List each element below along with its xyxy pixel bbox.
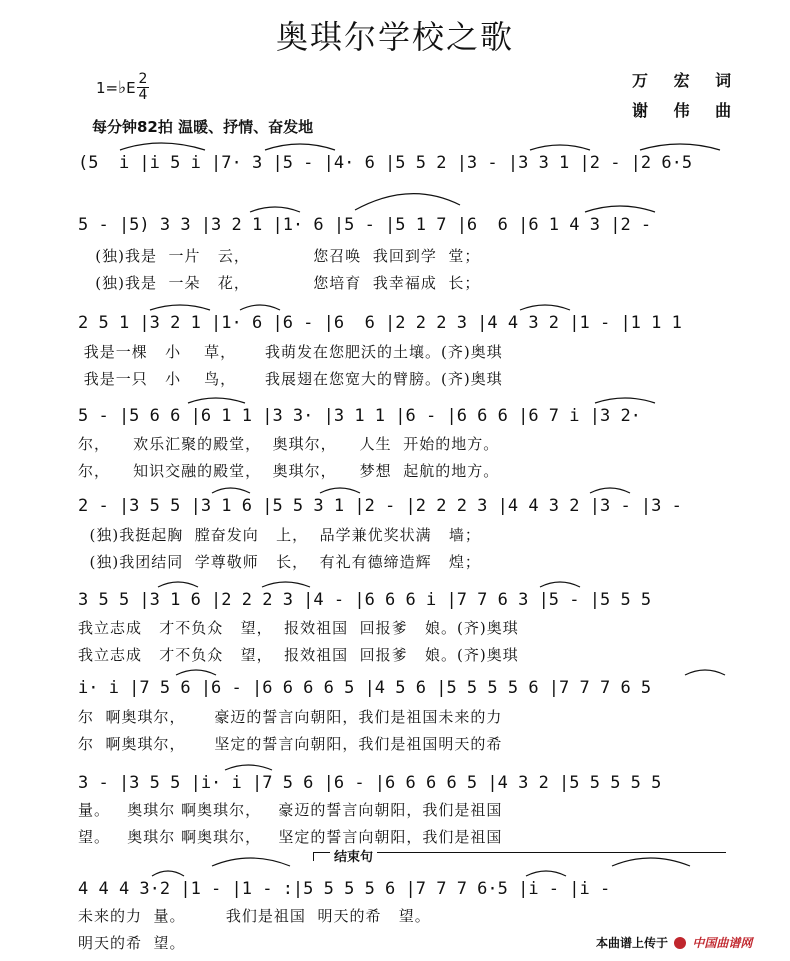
slur bbox=[262, 582, 310, 587]
song-title: 奥琪尔学校之歌 bbox=[275, 18, 514, 56]
system-6-notes: 3 5 5 |3 1 6 |2 2 2 3 |4 - |6 6 6 i |7 7 6 3 |5 - |5 5 5 bbox=[78, 590, 652, 610]
system-6-lyric-1: 我立志成 才不负众 望， 报效祖国 回报爹 娘。(齐)奥琪 bbox=[78, 619, 519, 637]
footer-prefix: 本曲谱上传于 bbox=[596, 936, 669, 950]
system-2-lyric-1: (独)我是 一片 云， 您召唤 我回到学 堂； bbox=[78, 247, 481, 265]
key-signature bbox=[96, 78, 136, 98]
slur bbox=[225, 765, 272, 770]
system-9-lyric-1: 未来的力 量。 我们是祖国 明天的希 望。 bbox=[78, 907, 431, 925]
slur bbox=[250, 207, 300, 212]
system-8-notes: 3 - |3 5 5 |i· i |7 5 6 |6 - |6 6 6 6 5 |4 3 2 |5 5 5 5 5 bbox=[78, 773, 662, 793]
key-prefix: 1= bbox=[96, 79, 119, 97]
slur bbox=[585, 206, 655, 212]
system-2-notes: 5 - |5) 3 3 |3 2 1 |1· 6 |5 - |5 1 7 |6 6 |6 1 4 3 |2 - bbox=[78, 215, 652, 235]
slur bbox=[212, 858, 290, 866]
slur bbox=[265, 144, 335, 150]
footer-site[interactable]: 中国曲谱网 bbox=[692, 936, 753, 950]
meter-top: 2 bbox=[138, 71, 148, 87]
slur bbox=[212, 488, 250, 493]
system-7-lyric-1: 尔 啊奥琪尔， 豪迈的誓言向朝阳，我们是祖国未来的力 bbox=[78, 708, 503, 726]
system-3-notes: 2 5 1 |3 2 1 |1· 6 |6 - |6 6 |2 2 2 3 |4 4 3 2 |1 - |1 1 1 bbox=[78, 313, 682, 333]
system-3-lyric-2: 我是一只 小 鸟， 我展翅在您宽大的臂膀。(齐)奥琪 bbox=[78, 370, 503, 388]
slur bbox=[530, 145, 590, 150]
slur bbox=[640, 144, 720, 150]
slur bbox=[320, 488, 360, 493]
composer-credit: 谢 伟 曲 bbox=[632, 101, 742, 120]
system-8-lyric-1: 量。 奥琪尔 啊奥琪尔， 豪迈的誓言向朝阳，我们是祖国 bbox=[78, 801, 503, 819]
system-4-lyric-2: 尔， 知识交融的殿堂， 奥琪尔， 梦想 起航的地方。 bbox=[78, 462, 500, 480]
system-6-lyric-2: 我立志成 才不负众 望， 报效祖国 回报爹 娘。(齐)奥琪 bbox=[78, 646, 519, 664]
slur bbox=[685, 670, 725, 675]
slur bbox=[176, 670, 216, 675]
slur bbox=[152, 871, 184, 876]
system-5-lyric-2: (独)我团结同 学尊敬师 长， 有礼有德缔造辉 煌； bbox=[78, 553, 481, 571]
slur bbox=[520, 305, 570, 310]
system-1-notes: (5 i |i 5 i |7· 3 |5 - |4· 6 |5 5 2 |3 - |3 3 1 |2 - |2 6·5 bbox=[78, 153, 693, 173]
slur bbox=[120, 143, 205, 150]
system-4-lyric-1: 尔， 欢乐汇聚的殿堂， 奥琪尔， 人生 开始的地方。 bbox=[78, 435, 500, 453]
flat-symbol: ♭ bbox=[118, 78, 127, 98]
system-9-notes: 4 4 4 3·2 |1 - |1 - :|5 5 5 5 6 |7 7 7 6·5 |i - |i - bbox=[78, 879, 611, 899]
system-5-notes: 2 - |3 5 5 |3 1 6 |5 5 3 1 |2 - |2 2 2 3 |4 4 3 2 |3 - |3 - bbox=[78, 496, 682, 516]
system-9-lyric-2: 明天的希 望。 bbox=[78, 934, 186, 952]
slur bbox=[526, 871, 566, 876]
slur bbox=[158, 582, 198, 587]
slur bbox=[595, 398, 655, 403]
system-5-lyric-1: (独)我挺起胸 膛奋发向 上， 品学兼优奖状满 墙； bbox=[78, 526, 481, 544]
lyricist-credit: 万 宏 词 bbox=[632, 71, 742, 90]
system-8-lyric-2: 望。 奥琪尔 啊奥琪尔， 坚定的誓言向朝阳，我们是祖国 bbox=[78, 828, 503, 846]
slur bbox=[590, 488, 630, 493]
time-signature bbox=[137, 72, 149, 103]
key-note: E bbox=[126, 79, 136, 97]
system-7-lyric-2: 尔 啊奥琪尔， 坚定的誓言向朝阳，我们是祖国明天的希 bbox=[78, 735, 503, 753]
slur bbox=[150, 305, 210, 310]
meter-bottom: 4 bbox=[138, 87, 148, 103]
system-4-notes: 5 - |5 6 6 |6 1 1 |3 3· |3 1 1 |6 - |6 6 6 |6 7 i |3 2· bbox=[78, 406, 641, 426]
site-logo-icon bbox=[674, 937, 686, 949]
system-7-notes: i· i |7 5 6 |6 - |6 6 6 6 5 |4 5 6 |5 5 5 5 6 |7 7 7 6 5 bbox=[78, 678, 652, 698]
slur bbox=[540, 582, 580, 587]
slur bbox=[240, 305, 280, 310]
slur bbox=[188, 398, 245, 403]
ending-label: 结束句 bbox=[330, 846, 377, 865]
tempo-marking: 每分钟82拍 温暖、抒情、奋发地 bbox=[92, 118, 314, 136]
footer-credit bbox=[596, 934, 752, 951]
system-2-lyric-2: (独)我是 一朵 花， 您培育 我幸福成 长； bbox=[78, 274, 481, 292]
slur bbox=[355, 194, 460, 210]
system-3-lyric-1: 我是一棵 小 草， 我萌发在您肥沃的土壤。(齐)奥琪 bbox=[78, 343, 503, 361]
